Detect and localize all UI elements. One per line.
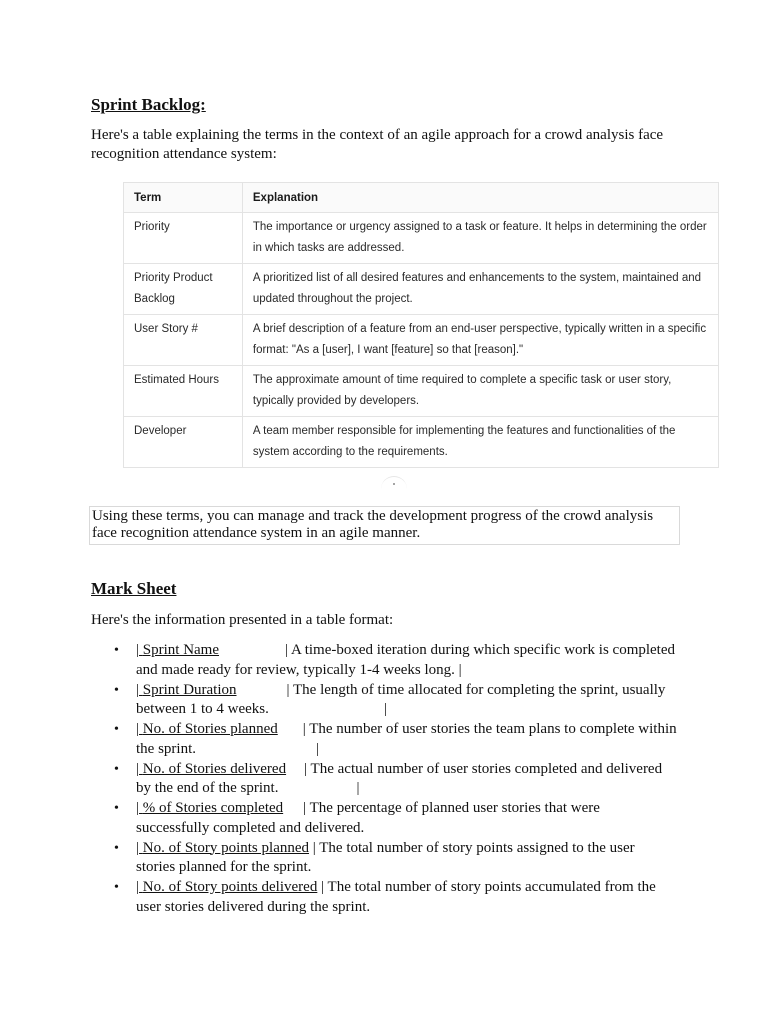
list-item-term: % of Stories completed bbox=[142, 800, 284, 816]
list-item-desc: | The number of user stories the team plans to complete within bbox=[302, 721, 677, 737]
table-header-term: Term bbox=[124, 183, 243, 213]
list-item-term: No. of Stories planned bbox=[142, 721, 278, 737]
list-item-desc-cont: the sprint. bbox=[136, 740, 196, 757]
list-item-desc-cont: by the end of the sprint. bbox=[136, 780, 279, 796]
sprint-backlog-heading: Sprint Backlog: bbox=[91, 95, 206, 114]
scroll-dot-icon bbox=[393, 483, 395, 485]
table-row bbox=[124, 417, 719, 468]
bullet-icon: • bbox=[114, 880, 119, 895]
pipe-mark: | bbox=[136, 800, 140, 816]
table-cell-term: Estimated Hours bbox=[124, 366, 243, 417]
scroll-down-indicator bbox=[381, 476, 407, 491]
pipe-mark: | bbox=[356, 780, 360, 796]
list-item-desc-cont: successfully completed and delivered. bbox=[136, 819, 365, 836]
list-item-name bbox=[136, 761, 286, 777]
list-item-desc: | The length of time allocated for completing the sprint, usually bbox=[286, 681, 666, 698]
terms-table bbox=[123, 182, 719, 468]
list-item-desc: | The total number of story points accumulated from the bbox=[321, 879, 656, 895]
list-item-name bbox=[136, 721, 278, 737]
bullet-icon: • bbox=[114, 761, 119, 777]
list-item-term: No. of Stories delivered bbox=[142, 760, 287, 777]
list-item-name bbox=[136, 879, 317, 895]
list-item-name bbox=[136, 682, 237, 698]
list-item-desc: | The total number of story points assigned to the user bbox=[312, 839, 635, 856]
list-item-desc: | The percentage of planned user stories that were bbox=[303, 800, 600, 816]
list-item-term: Sprint Duration bbox=[142, 681, 237, 698]
closing-line-2: face recognition attendance system in an agile manner. bbox=[92, 525, 421, 541]
mark-sheet-list bbox=[114, 641, 696, 918]
pipe-mark: | bbox=[136, 681, 140, 698]
intro-line-1: Here's a table explaining the terms in the context of an agile approach for a crowd analysis face bbox=[91, 127, 664, 143]
table-cell-term: Developer bbox=[124, 417, 243, 468]
pipe-mark: | bbox=[136, 642, 140, 658]
list-item bbox=[114, 720, 696, 759]
bullet-icon: • bbox=[114, 682, 119, 698]
list-item-name bbox=[136, 840, 309, 856]
list-item-name bbox=[136, 642, 219, 658]
mark-sheet-intro: Here's the information presented in a table format: bbox=[91, 612, 394, 628]
list-item-desc-cont: stories planned for the sprint. bbox=[136, 859, 312, 875]
bullet-icon: • bbox=[114, 801, 119, 816]
bullet-icon: • bbox=[114, 840, 119, 856]
list-item-term: Sprint Name bbox=[142, 642, 220, 658]
table-cell-explanation: The importance or urgency assigned to a task or feature. It helps in determining the order in which tasks are addressed. bbox=[242, 213, 718, 264]
table-cell-term: Priority Product Backlog bbox=[124, 264, 243, 315]
mark-sheet-heading: Mark Sheet bbox=[91, 579, 177, 598]
closing-line-1: Using these terms, you can manage and track the development progress of the crowd analysis bbox=[92, 508, 654, 524]
list-item bbox=[114, 760, 696, 799]
table-cell-explanation: A team member responsible for implementing the features and functionalities of the system according to the requirements. bbox=[242, 417, 718, 468]
list-item bbox=[114, 799, 696, 838]
table-cell-term: Priority bbox=[124, 213, 243, 264]
pipe-mark: | bbox=[136, 721, 140, 737]
list-item-term: No. of Story points delivered bbox=[142, 879, 318, 895]
pipe-mark: | bbox=[136, 879, 140, 895]
list-item bbox=[114, 839, 696, 878]
table-header-row bbox=[124, 183, 719, 213]
pipe-mark: | bbox=[383, 701, 387, 717]
pipe-mark: | bbox=[136, 839, 140, 856]
list-item-desc: | A time-boxed iteration during which specific work is completed bbox=[285, 642, 676, 658]
table-cell-term: User Story # bbox=[124, 315, 243, 366]
intro-line-2: recognition attendance system: bbox=[91, 146, 277, 162]
list-item-name bbox=[136, 800, 283, 816]
table-row bbox=[124, 366, 719, 417]
table-cell-explanation: The approximate amount of time required to complete a specific task or user story, typically provided by developers. bbox=[242, 366, 718, 417]
bullet-icon: • bbox=[114, 643, 119, 658]
list-item-desc: | The actual number of user stories completed and delivered bbox=[304, 760, 663, 777]
bullet-icon: • bbox=[114, 722, 119, 737]
pipe-mark: | bbox=[136, 760, 140, 777]
table-header-explanation: Explanation bbox=[242, 183, 718, 213]
list-item bbox=[114, 641, 696, 680]
list-item-term: No. of Story points planned bbox=[142, 839, 310, 856]
table-cell-explanation: A prioritized list of all desired features and enhancements to the system, maintained and updated throughout the project. bbox=[242, 264, 718, 315]
table-cell-explanation: A brief description of a feature from an end-user perspective, typically written in a specific format: "As a [user], I want [feature] so that [reason]." bbox=[242, 315, 718, 366]
list-item-desc-cont: and made ready for review, typically 1-4 weeks long. | bbox=[136, 661, 462, 678]
pipe-mark: | bbox=[316, 740, 320, 757]
table-row bbox=[124, 315, 719, 366]
closing-paragraph bbox=[89, 506, 680, 545]
table-row bbox=[124, 213, 719, 264]
list-item-desc-cont: between 1 to 4 weeks. bbox=[136, 701, 269, 717]
list-item-desc-cont: user stories delivered during the sprint. bbox=[136, 898, 371, 915]
list-item bbox=[114, 878, 696, 917]
list-item bbox=[114, 681, 696, 720]
sprint-backlog-intro bbox=[91, 126, 663, 164]
table-row bbox=[124, 264, 719, 315]
